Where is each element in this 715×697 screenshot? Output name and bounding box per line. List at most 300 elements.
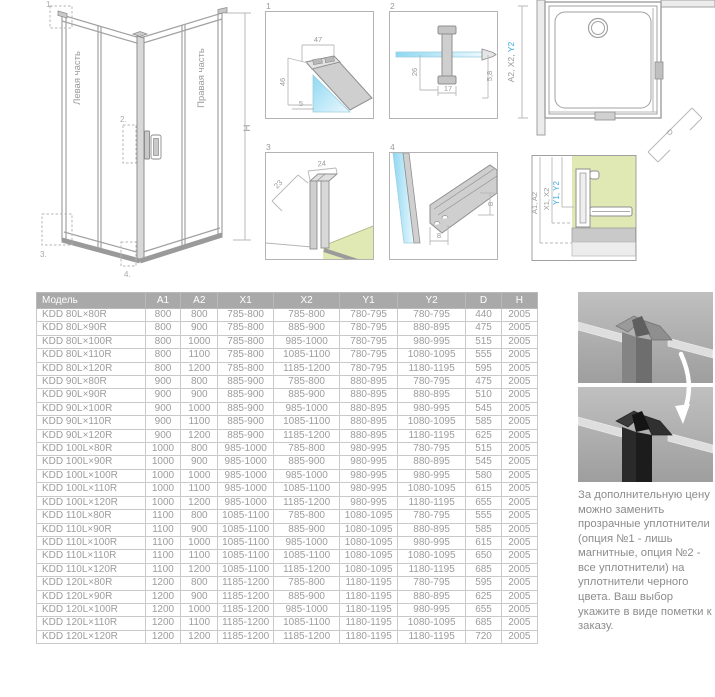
dim-46: 46 (278, 77, 287, 87)
d-cell: 655 (466, 496, 501, 509)
spec-table-body (37, 309, 538, 644)
model-cell: KDD 90L×110R (37, 416, 146, 429)
a2-cell: 1200 (181, 362, 218, 375)
x2-cell: 1185-1200 (273, 429, 340, 442)
glass-pane (396, 52, 482, 57)
x1-cell: 1185-1200 (218, 603, 273, 616)
a2-cell: 800 (181, 577, 218, 590)
model-cell: KDD 120L×80R (37, 577, 146, 590)
d-cell: 685 (466, 617, 501, 630)
x1-cell: 885-900 (218, 429, 273, 442)
table-row (37, 322, 538, 335)
table-row (37, 563, 538, 576)
model-cell: KDD 80L×100R (37, 335, 146, 348)
a2-cell: 1000 (181, 469, 218, 482)
shower-tray (545, 2, 661, 118)
a2-cell: 800 (181, 376, 218, 389)
d-cell: 545 (466, 402, 501, 415)
dim-23: 23 (272, 178, 285, 191)
header-row (37, 293, 538, 309)
header-h: H (501, 293, 537, 309)
section-dim-y-label: Y1, Y2 (552, 181, 561, 205)
x1-cell: 1085-1100 (218, 510, 273, 523)
d-cell: 615 (466, 483, 501, 496)
y1-cell: 780-795 (340, 349, 397, 362)
a2-cell: 900 (181, 389, 218, 402)
a1-cell: 900 (145, 429, 180, 442)
table-row (37, 483, 538, 496)
x1-cell: 785-800 (218, 309, 273, 322)
x1-cell: 785-800 (218, 349, 273, 362)
y1-cell: 1180-1195 (340, 617, 397, 630)
y1-cell: 880-895 (340, 416, 397, 429)
x1-cell: 985-1000 (218, 483, 273, 496)
model-cell: KDD 100L×80R (37, 443, 146, 456)
x2-cell: 1085-1100 (273, 349, 340, 362)
bottom-rail-profile (430, 165, 497, 233)
y2-cell: 1180-1195 (397, 630, 466, 643)
header-a2: A2 (181, 293, 218, 309)
a1-cell: 1100 (145, 536, 180, 549)
model-cell: KDD 80L×90R (37, 322, 146, 335)
detail-1-drawing (266, 12, 373, 118)
y1-cell: 980-995 (340, 483, 397, 496)
detail-2-box (389, 11, 498, 119)
isometric-drawing (28, 0, 258, 286)
door-handle (145, 131, 162, 159)
x1-cell: 985-1000 (218, 456, 273, 469)
h-cell: 2005 (501, 376, 537, 389)
x2-cell: 985-1000 (273, 402, 340, 415)
h-cell: 2005 (501, 309, 537, 322)
dim-5-8: 5,8 (485, 70, 494, 82)
h-cell: 2005 (501, 322, 537, 335)
y1-cell: 980-995 (340, 456, 397, 469)
x2-cell: 1185-1200 (273, 563, 340, 576)
y2-cell: 1180-1195 (397, 429, 466, 442)
left-top-cap (58, 11, 67, 18)
table-row (37, 617, 538, 630)
x1-cell: 885-900 (218, 376, 273, 389)
a1-cell: 1000 (145, 443, 180, 456)
a2-cell: 1100 (181, 550, 218, 563)
table-row (37, 429, 538, 442)
y1-cell: 980-995 (340, 469, 397, 482)
h-cell: 2005 (501, 456, 537, 469)
y2-cell: 980-995 (397, 536, 466, 549)
y1-cell: 1080-1095 (340, 563, 397, 576)
x1-cell: 1085-1100 (218, 563, 273, 576)
model-cell: KDD 110L×100R (37, 536, 146, 549)
h-cell: 2005 (501, 590, 537, 603)
x2-cell: 1085-1100 (273, 483, 340, 496)
detail-2 (389, 1, 499, 119)
h-cell: 2005 (501, 349, 537, 362)
h-cell: 2005 (501, 335, 537, 348)
header-x2: X2 (273, 293, 340, 309)
diagonal-dim-label: D (664, 127, 675, 138)
side-dimension (518, 6, 528, 118)
y2-cell: 980-995 (397, 603, 466, 616)
model-cell: KDD 120L×120R (37, 630, 146, 643)
x2-cell: 785-800 (273, 309, 340, 322)
y2-cell: 780-795 (397, 443, 466, 456)
callout-2-label: 2. (120, 115, 127, 124)
detail-3-number: 3 (266, 142, 271, 152)
a1-cell: 1200 (145, 617, 180, 630)
x2-cell: 1085-1100 (273, 550, 340, 563)
table-row (37, 550, 538, 563)
y1-cell: 880-895 (340, 402, 397, 415)
h-cell: 2005 (501, 389, 537, 402)
header-model: Модель (37, 293, 146, 309)
d-cell: 515 (466, 443, 501, 456)
a1-cell: 1000 (145, 496, 180, 509)
x2-cell: 985-1000 (273, 536, 340, 549)
table-row (37, 523, 538, 536)
h-cell: 2005 (501, 443, 537, 456)
detail-3-drawing (266, 153, 373, 259)
a1-cell: 1200 (145, 603, 180, 616)
y1-cell: 780-795 (340, 309, 397, 322)
a2-cell: 1100 (181, 416, 218, 429)
x2-cell: 785-800 (273, 443, 340, 456)
model-cell: KDD 100L×90R (37, 456, 146, 469)
a1-cell: 800 (145, 309, 180, 322)
model-cell: KDD 90L×90R (37, 389, 146, 402)
x2-cell: 1185-1200 (273, 630, 340, 643)
d-cell: 585 (466, 416, 501, 429)
model-cell: KDD 110L×110R (37, 550, 146, 563)
h-cell: 2005 (501, 563, 537, 576)
d-cell: 655 (466, 603, 501, 616)
a1-cell: 800 (145, 362, 180, 375)
x2-cell: 1185-1200 (273, 362, 340, 375)
y1-cell: 1080-1095 (340, 510, 397, 523)
left-part-label: Левая часть (72, 51, 83, 105)
x2-cell: 1185-1200 (273, 496, 340, 509)
y1-cell: 880-895 (340, 389, 397, 402)
a1-cell: 1000 (145, 483, 180, 496)
d-cell: 515 (466, 335, 501, 348)
a1-cell: 1200 (145, 590, 180, 603)
a2-cell: 1000 (181, 335, 218, 348)
a2-cell: 1200 (181, 429, 218, 442)
d-cell: 475 (466, 322, 501, 335)
a1-cell: 900 (145, 402, 180, 415)
x1-cell: 885-900 (218, 402, 273, 415)
detail-4-box (389, 152, 498, 260)
plan-view-drawing (500, 0, 715, 180)
a2-cell: 1100 (181, 349, 218, 362)
side-dims-label (506, 41, 516, 82)
x2-cell: 785-800 (273, 510, 340, 523)
y2-cell: 1180-1195 (397, 362, 466, 375)
side-dims-blue: Y2 (506, 41, 516, 53)
header-y1: Y1 (340, 293, 397, 309)
d-cell: 595 (466, 362, 501, 375)
model-cell: KDD 90L×100R (37, 402, 146, 415)
y2-cell: 1180-1195 (397, 496, 466, 509)
y1-cell: 780-795 (340, 322, 397, 335)
y2-cell: 1080-1095 (397, 483, 466, 496)
a2-cell: 1100 (181, 483, 218, 496)
height-dim-label: H (242, 124, 253, 132)
right-part-label: Правая часть (196, 48, 207, 108)
section-dim-x-label: X1, X2 (542, 187, 551, 211)
x1-cell: 1185-1200 (218, 577, 273, 590)
d-cell: 685 (466, 563, 501, 576)
d-cell: 555 (466, 349, 501, 362)
y2-cell: 780-795 (397, 376, 466, 389)
y2-cell: 780-795 (397, 510, 466, 523)
x1-cell: 985-1000 (218, 443, 273, 456)
model-cell: KDD 120L×110R (37, 617, 146, 630)
rail-section-dark (572, 228, 636, 242)
y1-cell: 1180-1195 (340, 590, 397, 603)
table-row (37, 456, 538, 469)
a2-cell: 1200 (181, 496, 218, 509)
h-cell: 2005 (501, 577, 537, 590)
a2-cell: 900 (181, 456, 218, 469)
wall-profile-section (528, 155, 642, 267)
table-row (37, 309, 538, 322)
a2-cell: 800 (181, 443, 218, 456)
d-cell: 615 (466, 536, 501, 549)
a1-cell: 800 (145, 322, 180, 335)
table-row (37, 389, 538, 402)
spec-table-head (37, 293, 538, 309)
a1-cell: 1100 (145, 550, 180, 563)
d-cell: 585 (466, 523, 501, 536)
y2-cell: 1180-1195 (397, 563, 466, 576)
h-cell: 2005 (501, 550, 537, 563)
section-dim-a-label: A1, A2 (530, 191, 539, 215)
y2-cell: 780-795 (397, 577, 466, 590)
h-cell: 2005 (501, 630, 537, 643)
dim-24: 24 (317, 158, 327, 169)
x2-cell: 885-900 (273, 456, 340, 469)
model-cell: KDD 80L×80R (37, 309, 146, 322)
a2-cell: 900 (181, 322, 218, 335)
door-tab (655, 62, 663, 79)
a2-cell: 800 (181, 309, 218, 322)
y2-cell: 980-995 (397, 402, 466, 415)
y2-cell: 980-995 (397, 469, 466, 482)
model-cell: KDD 110L×90R (37, 523, 146, 536)
table-row (37, 376, 538, 389)
model-cell: KDD 120L×100R (37, 603, 146, 616)
y1-cell: 780-795 (340, 362, 397, 375)
model-cell: KDD 120L×90R (37, 590, 146, 603)
a2-cell: 800 (181, 510, 218, 523)
detail-1-box (265, 11, 374, 119)
x2-cell: 985-1000 (273, 603, 340, 616)
black-seal-photo (578, 387, 713, 482)
a2-cell: 900 (181, 590, 218, 603)
detail-3 (265, 142, 375, 260)
x2-cell: 985-1000 (273, 335, 340, 348)
detail-1 (265, 1, 375, 119)
dim-8-width: 8 (436, 231, 442, 240)
x2-cell: 885-900 (273, 590, 340, 603)
x1-cell: 885-900 (218, 389, 273, 402)
callout-1-label: 1. (46, 0, 53, 9)
d-cell: 625 (466, 590, 501, 603)
a1-cell: 1100 (145, 523, 180, 536)
detail-4-number: 4 (390, 142, 395, 152)
x1-cell: 1085-1100 (218, 523, 273, 536)
a1-cell: 1200 (145, 630, 180, 643)
table-row (37, 603, 538, 616)
y2-cell: 880-895 (397, 322, 466, 335)
table-row (37, 590, 538, 603)
a1-cell: 1100 (145, 563, 180, 576)
model-cell: KDD 100L×100R (37, 469, 146, 482)
detail-2-drawing (390, 12, 497, 118)
table-row (37, 536, 538, 549)
y2-cell: 780-795 (397, 309, 466, 322)
header-a1: A1 (145, 293, 180, 309)
a1-cell: 1000 (145, 456, 180, 469)
x2-cell: 1085-1100 (273, 617, 340, 630)
dim-17: 17 (443, 84, 453, 93)
d-cell: 555 (466, 510, 501, 523)
table-row (37, 577, 538, 590)
d-cell: 650 (466, 550, 501, 563)
a1-cell: 1100 (145, 510, 180, 523)
h-cell: 2005 (501, 402, 537, 415)
x1-cell: 985-1000 (218, 469, 273, 482)
header-d: D (466, 293, 501, 309)
x2-cell: 985-1000 (273, 469, 340, 482)
x1-cell: 785-800 (218, 362, 273, 375)
y1-cell: 1080-1095 (340, 550, 397, 563)
a1-cell: 900 (145, 389, 180, 402)
model-cell: KDD 80L×110R (37, 349, 146, 362)
callout-3-label: 3. (40, 250, 47, 259)
x2-cell: 885-900 (273, 389, 340, 402)
table-row (37, 469, 538, 482)
model-cell: KDD 90L×120R (37, 429, 146, 442)
d-cell: 475 (466, 376, 501, 389)
a1-cell: 800 (145, 335, 180, 348)
side-dims-gray: A2, X2, (506, 52, 516, 83)
x1-cell: 1085-1100 (218, 550, 273, 563)
door-edge-profile (482, 49, 496, 60)
model-cell: KDD 80L×120R (37, 362, 146, 375)
x1-cell: 1085-1100 (218, 536, 273, 549)
x1-cell: 1185-1200 (218, 590, 273, 603)
y2-cell: 980-995 (397, 335, 466, 348)
x2-cell: 785-800 (273, 376, 340, 389)
y1-cell: 1080-1095 (340, 536, 397, 549)
detail-4 (389, 142, 499, 260)
h-cell: 2005 (501, 416, 537, 429)
a1-cell: 900 (145, 416, 180, 429)
a1-cell: 1200 (145, 577, 180, 590)
header-x1: X1 (218, 293, 273, 309)
y1-cell: 1180-1195 (340, 603, 397, 616)
x1-cell: 1185-1200 (218, 630, 273, 643)
table-row (37, 416, 538, 429)
seal-photos (578, 292, 713, 482)
h-cell: 2005 (501, 510, 537, 523)
detail-2-number: 2 (390, 1, 395, 11)
a2-cell: 1200 (181, 563, 218, 576)
spec-table (36, 292, 538, 644)
d-cell: 580 (466, 469, 501, 482)
y1-cell: 880-895 (340, 376, 397, 389)
table-row (37, 349, 538, 362)
table-row (37, 510, 538, 523)
replacement-note: За дополнительную цену можно заменить прозрачные уплотнители (опция №1 - лишь магнитные, опция №2 - все уплотнители) на уплотнители черного цвета. Ваш выбор укажите в виде пометки к заказу. (578, 489, 712, 633)
h-cell: 2005 (501, 603, 537, 616)
y1-cell: 1180-1195 (340, 577, 397, 590)
dim-8-height: 8 (486, 201, 495, 207)
y2-cell: 1080-1095 (397, 416, 466, 429)
rail-section-light (572, 242, 636, 256)
h-cell: 2005 (501, 483, 537, 496)
corner-post-cap (133, 32, 147, 37)
wall-profile (310, 174, 337, 249)
diagonal-dimension (648, 108, 702, 162)
h-cell: 2005 (501, 536, 537, 549)
x1-cell: 885-900 (218, 416, 273, 429)
callout-4-label: 4. (124, 270, 131, 279)
header-y2: Y2 (397, 293, 466, 309)
a2-cell: 1000 (181, 603, 218, 616)
handle-plan (595, 112, 615, 120)
y2-cell: 1080-1095 (397, 617, 466, 630)
y2-cell: 880-895 (397, 456, 466, 469)
h-cell: 2005 (501, 362, 537, 375)
y2-cell: 880-895 (397, 389, 466, 402)
a2-cell: 1200 (181, 630, 218, 643)
d-cell: 545 (466, 456, 501, 469)
a1-cell: 800 (145, 349, 180, 362)
dim-5: 5 (298, 99, 304, 108)
h-cell: 2005 (501, 496, 537, 509)
x2-cell: 885-900 (273, 322, 340, 335)
x1-cell: 785-800 (218, 322, 273, 335)
y1-cell: 980-995 (340, 443, 397, 456)
y1-cell: 1180-1195 (340, 630, 397, 643)
y2-cell: 880-895 (397, 523, 466, 536)
table-row (37, 402, 538, 415)
x2-cell: 785-800 (273, 577, 340, 590)
x2-cell: 1085-1100 (273, 416, 340, 429)
dim-26: 26 (410, 67, 419, 77)
h-cell: 2005 (501, 523, 537, 536)
d-cell: 595 (466, 577, 501, 590)
x1-cell: 1185-1200 (218, 617, 273, 630)
h-cell: 2005 (501, 429, 537, 442)
model-cell: KDD 100L×110R (37, 483, 146, 496)
h-cell: 2005 (501, 617, 537, 630)
table-row (37, 443, 538, 456)
table-row (37, 496, 538, 509)
a1-cell: 900 (145, 376, 180, 389)
d-cell: 510 (466, 389, 501, 402)
clear-seal-photo (578, 292, 713, 383)
h-cell: 2005 (501, 469, 537, 482)
model-cell: KDD 110L×80R (37, 510, 146, 523)
table-row (37, 630, 538, 643)
a2-cell: 1100 (181, 617, 218, 630)
dim-47: 47 (313, 35, 323, 44)
table-row (37, 362, 538, 375)
